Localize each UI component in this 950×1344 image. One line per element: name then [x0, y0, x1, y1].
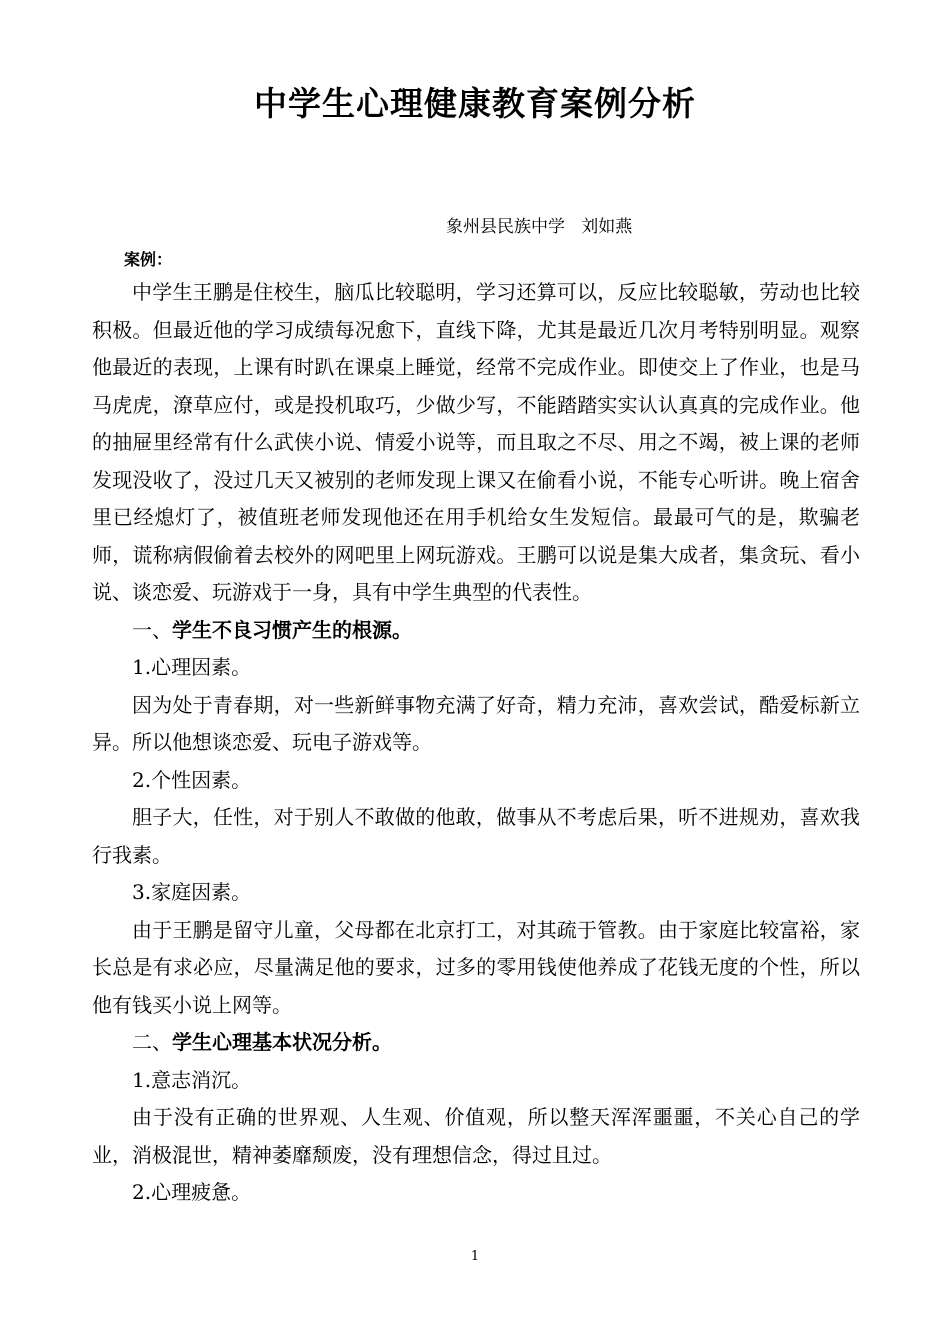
- author-line: 象州县民族中学 刘如燕: [446, 217, 633, 237]
- subheading: 1.心理因素。: [132, 655, 252, 679]
- section-number: 一、: [132, 617, 172, 642]
- case-paragraph: 中学生王鹏是住校生，脑瓜比较聪明，学习还算可以，反应比较聪敏，劳动也比较积极。但最近他的学习成绩每况愈下，直线下降，尤其是最近几次月考特别明显。观察他最近的表现，上课有时趴在课桌上睡觉，经常不完成作业。即使交上了作业，也是马马虎虎，潦草应付，或是投机取巧，少做少写，不能踏踏实实认认真真的完成作业。他的抽屉里经常有什么武侠小说、情爱小说等，而且取之不尽、用之不竭，被上课的老师发现没收了，没过几天又被别的老师发现上课又在偷看小说，不能专心听讲。晚上宿舍里已经熄灯了，被值班老师发现他还在用手机给女生发短信。最最可气的是，欺骗老师，谎称病假偷着去校外的网吧里上网玩游戏。王鹏可以说是集大成者，集贪玩、看小说、谈恋爱、玩游戏于一身，具有中学生典型的代表性。: [92, 280, 860, 604]
- section-heading: [92, 612, 860, 650]
- subheading: 2.个性因素。: [132, 767, 252, 792]
- paragraph: 由于王鹏是留守儿童，父母都在北京打工，对其疏于管教。由于家庭比较富裕，家长总是有求必应，尽量满足他的要求，过多的零用钱使他养成了花钱无度的个性，所以他有钱买小说上网等。: [92, 917, 860, 1017]
- page-number: 1: [470, 1249, 480, 1264]
- document-title: 中学生心理健康教育案例分析: [254, 84, 696, 123]
- case-label: 案例：: [124, 250, 173, 269]
- section-heading-text: 学生心理基本状况分析。: [172, 1030, 392, 1054]
- section-heading-text: 学生不良习惯产生的根源。: [172, 617, 412, 642]
- document-body: [92, 274, 860, 1212]
- paragraph: 胆子大，任性，对于别人不敢做的他敢，做事从不考虑后果，听不进规劝，喜欢我行我素。: [92, 805, 860, 867]
- subheading: 2.心理疲惫。: [132, 1180, 252, 1204]
- section-heading: [92, 1024, 860, 1062]
- paragraph: 因为处于青春期，对一些新鲜事物充满了好奇，精力充沛，喜欢尝试，酷爱标新立异。所以他想谈恋爱、玩电子游戏等。: [92, 692, 860, 754]
- subheading: 3.家庭因素。: [132, 880, 252, 904]
- paragraph: 由于没有正确的世界观、人生观、价值观，所以整天浑浑噩噩，不关心自己的学业，消极混世，精神萎靡颓废，没有理想信念，得过且过。: [92, 1105, 860, 1167]
- subheading: 1.意志消沉。: [132, 1067, 252, 1092]
- section-number: 二、: [132, 1030, 172, 1054]
